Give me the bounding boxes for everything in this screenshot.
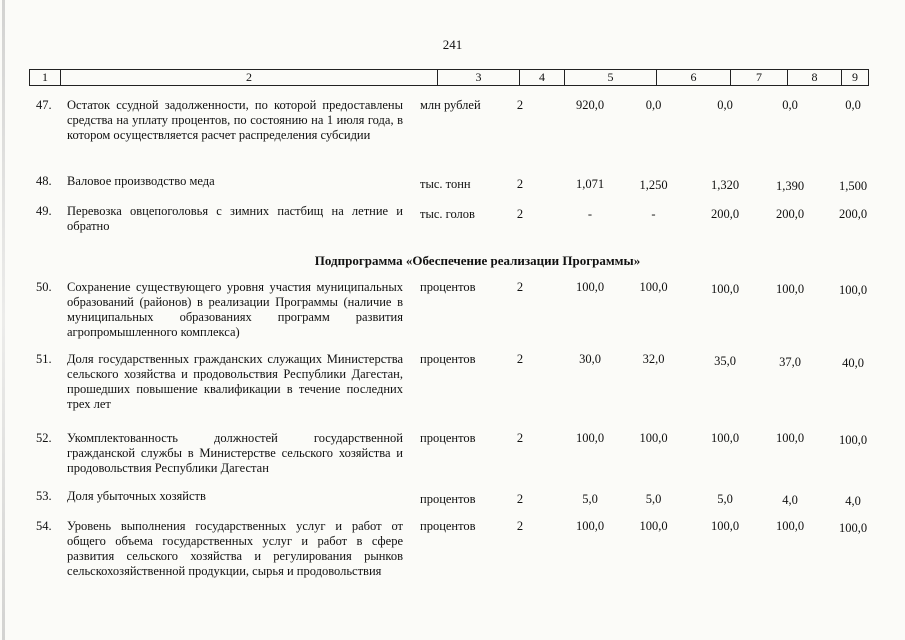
unit: процентов xyxy=(420,280,476,294)
header-col-5: 5 xyxy=(565,70,657,85)
row-number: 48. xyxy=(36,174,52,188)
col-5-value: - xyxy=(587,207,593,221)
col-6-value: 5,0 xyxy=(645,492,662,506)
col-5-value: 100,0 xyxy=(575,431,605,445)
header-col-1: 1 xyxy=(30,70,61,85)
col-4-value: 2 xyxy=(516,207,524,221)
indicator-name: Сохранение существующего уровня участия муниципальных образований (районов) в реализации Программы (наличие в муниципальных образованиях программ развития агропромышленного комплекса) xyxy=(67,280,403,339)
col-4-value: 2 xyxy=(516,352,524,366)
col-4-value: 2 xyxy=(516,492,524,506)
col-8-value: 1,390 xyxy=(775,179,805,193)
header-col-9: 9 xyxy=(852,70,858,84)
col-6-value: 100,0 xyxy=(639,519,668,533)
col-7-value: 100,0 xyxy=(710,431,740,445)
col-8-value: 37,0 xyxy=(779,355,801,369)
unit: тыс. голов xyxy=(420,207,475,221)
header-col-7: 7 xyxy=(731,70,788,85)
col-5-value: 920,0 xyxy=(575,98,605,112)
col-9-value: 40,0 xyxy=(842,356,864,370)
col-5-value: 100,0 xyxy=(575,280,605,294)
subprogram-title: Подпрограмма «Обеспечение реализации Программы» xyxy=(314,253,641,268)
col-9-value: 100,0 xyxy=(838,521,868,535)
page-number: 241 xyxy=(442,37,463,52)
row-number: 51. xyxy=(36,352,52,366)
row-number: 52. xyxy=(36,431,52,445)
col-7-value: 100,0 xyxy=(710,519,740,533)
col-5-value: 100,0 xyxy=(575,519,605,533)
col-5-value: 1,071 xyxy=(575,177,605,191)
unit: тыс. тонн xyxy=(420,177,471,191)
col-7-value: 0,0 xyxy=(717,98,733,112)
col-7-value: 200,0 xyxy=(710,207,740,221)
col-9-value: 200,0 xyxy=(838,207,868,221)
row-number: 50. xyxy=(36,280,52,294)
indicator-name: Укомплектованность должностей государственной гражданской службы в Министерстве сельского хозяйства и продовольствия Республики Дагестан xyxy=(67,431,403,475)
indicator-name: Доля государственных гражданских служащих Министерства сельского хозяйства и продовольствия Республики Дагестан, прошедших повышение квалификации в течение последних трех лет xyxy=(67,352,403,411)
unit: млн рублей xyxy=(420,98,481,112)
row-number: 49. xyxy=(36,204,52,218)
col-7-value: 1,320 xyxy=(710,178,740,192)
scan-edge xyxy=(2,0,5,640)
col-7-value: 5,0 xyxy=(717,492,733,506)
col-6-value: 32,0 xyxy=(642,352,665,366)
table-header xyxy=(29,69,869,86)
unit: процентов xyxy=(420,352,476,366)
col-8-value: 0,0 xyxy=(782,98,798,112)
col-4-value: 2 xyxy=(516,177,524,191)
col-9-value: 100,0 xyxy=(838,433,868,447)
col-8-value: 4,0 xyxy=(782,493,798,507)
col-5-value: 5,0 xyxy=(582,492,598,506)
col-6-value: - xyxy=(651,207,656,221)
header-col-3: 3 xyxy=(438,70,520,85)
col-6-value: 0,0 xyxy=(645,98,662,112)
col-4-value: 2 xyxy=(516,431,524,445)
col-8-value: 200,0 xyxy=(775,207,805,221)
unit: процентов xyxy=(420,431,476,445)
col-6-value: 100,0 xyxy=(639,431,668,445)
unit: процентов xyxy=(420,492,476,506)
row-number: 53. xyxy=(36,489,52,503)
row-number: 54. xyxy=(36,519,52,533)
col-8-value: 100,0 xyxy=(775,519,805,533)
col-8-value: 100,0 xyxy=(775,282,805,296)
unit: процентов xyxy=(420,519,476,533)
col-4-value: 2 xyxy=(516,519,524,533)
col-7-value: 35,0 xyxy=(714,354,736,368)
header-col-8: 8 xyxy=(788,70,842,85)
header-col-4: 4 xyxy=(520,70,565,85)
header-col-6: 6 xyxy=(657,70,731,85)
indicator-name: Валовое производство меда xyxy=(67,174,215,188)
col-5-value: 30,0 xyxy=(579,352,601,366)
indicator-name: Доля убыточных хозяйств xyxy=(67,489,206,503)
col-4-value: 2 xyxy=(516,280,524,294)
col-4-value: 2 xyxy=(516,98,524,112)
col-9-value: 1,500 xyxy=(838,179,868,193)
indicator-name: Перевозка овцепоголовья с зимних пастбищ на летние и обратно xyxy=(67,204,403,233)
col-7-value: 100,0 xyxy=(710,282,740,296)
indicator-name: Уровень выполнения государственных услуг и работ от общего объема государственных услуг и работ в сфере развития сельского хозяйства и регулирования рынков сельскохозяйственной продукции, сырья и продовольствия xyxy=(67,519,403,578)
col-8-value: 100,0 xyxy=(775,431,805,445)
row-number: 47. xyxy=(36,98,52,112)
col-9-value: 0,0 xyxy=(845,98,861,112)
col-9-value: 100,0 xyxy=(838,283,868,297)
indicator-name: Остаток ссудной задолженности, по которой предоставлены средства на уплату процентов, по состоянию на 1 июля года, в котором осуществляется расчет распределения субсидии xyxy=(67,98,403,142)
col-9-value: 4,0 xyxy=(845,494,861,508)
col-6-value: 100,0 xyxy=(639,280,668,294)
header-col-2: 2 xyxy=(61,70,438,85)
col-6-value: 1,250 xyxy=(639,178,668,192)
